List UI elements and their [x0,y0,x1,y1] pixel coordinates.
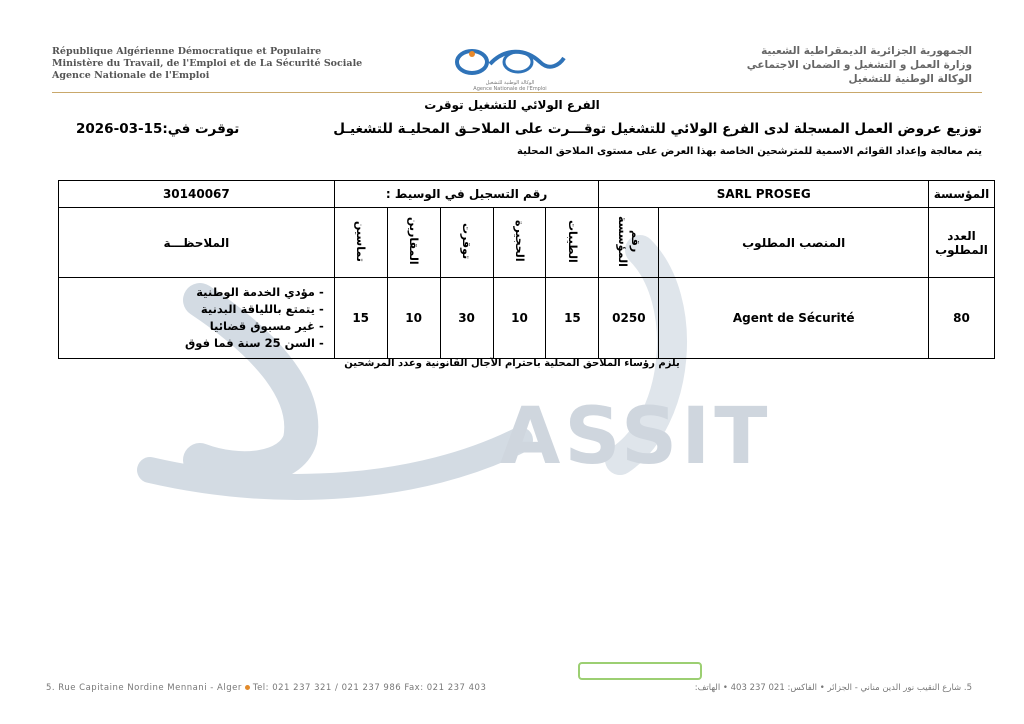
table-row [59,278,995,359]
cell-taibat: 15 [546,278,599,359]
cell-hajira: 10 [493,278,546,359]
logo-caption-ar: الوكالة الوطنية للتشغيل [485,80,535,86]
cell-megarine: 10 [387,278,440,359]
registration-value: 30140067 [59,181,335,208]
header-left-line: République Algérienne Démocratique et Populaire [52,46,322,57]
footer-address [46,683,486,693]
footnote: يلزم رؤساء الملاحق المحلية باحترام الآجال القانونية وعدد المرشحين [344,358,680,369]
header-left-line: Ministère du Travail, de l'Emploi et de La Sécurité Sociale [52,58,363,69]
company-value: SARL PROSEG [599,181,929,208]
list-item: - يتمتع باللياقة البدنية [59,301,324,318]
job-offer-table [58,180,995,359]
header-left-french [52,46,362,82]
header-temacine: تماسين [354,220,368,262]
logo-caption [455,80,565,92]
header-touggourt: توقرت [460,222,474,260]
notes-list [59,284,334,352]
header-position: المنصب المطلوب [659,208,929,278]
header-row [59,208,995,278]
header-right-line: وزارة العمل و التشغيل و الضمان الاجتماعي [746,59,972,71]
header-taibat: الطيبات [565,219,579,263]
registration-label: رقم التسجيل في الوسيط : [334,181,599,208]
header-right-arabic [747,44,972,86]
cell-count: 80 [929,278,995,359]
header-hajira: الحجيرة [513,220,526,262]
header-count: العدد المطلوب [929,208,995,278]
header-left-line: Agence Nationale de l'Emploi [52,70,210,81]
footer-phone: Tel: 021 237 321 / 021 237 986 [252,683,402,693]
company-row [59,181,995,208]
list-item: - مؤدي الخدمة الوطنية [59,284,324,301]
cell-temacine: 15 [334,278,387,359]
bullet-icon [245,685,250,690]
footer-fax: Fax: 021 237 403 [404,683,487,693]
footer-address-ar: 5. شارع النقيب نور الدين مناني - الجزائر • الفاكس: 021 237 403 • الهاتف: [694,683,972,693]
company-label: المؤسسة [929,181,995,208]
cell-notes [59,278,335,359]
cell-position: Agent de Sécurité [659,278,929,359]
watermark-text: ASSIT [500,392,772,482]
document-date: توقرت في:15-03-2026 [76,121,240,137]
logo-caption-fr: Agence Nationale de l'Emploi [473,86,547,92]
header-megarine: المقارين [407,217,421,265]
header-right-line: الوكالة الوطنية للتشغيل [848,73,972,85]
header-company-no: رقم المؤسسة [615,215,642,267]
header-notes: الملاحظـــة [59,208,335,278]
list-item: - السن 25 سنة فما فوق [59,335,324,352]
document-title: توزيع عروض العمل المسجلة لدى الفرع الولائي للتشغيل توقـــرت على الملاحـق المحليـة للتشغيـل [333,121,982,137]
document-subtitle: يتم معالجة وإعداد القوائم الاسمية للمترشحين الخاصة بهذا العرض على مستوى الملاحق المحلية [517,146,982,157]
list-item: - غير مسبوق قضائيا [59,318,324,335]
header-right-line: الجمهورية الجزائرية الديمقراطية الشعبية [761,45,972,57]
cell-touggourt: 30 [440,278,493,359]
header-divider [52,92,982,93]
branch-title: الفرع الولائي للتشغيل توقرت [424,98,600,112]
cell-company-no: 0250 [599,278,659,359]
footer-address-text: 5. Rue Capitaine Nordine Mennani - Alger [46,683,242,693]
green-stamp-mark [578,662,702,680]
